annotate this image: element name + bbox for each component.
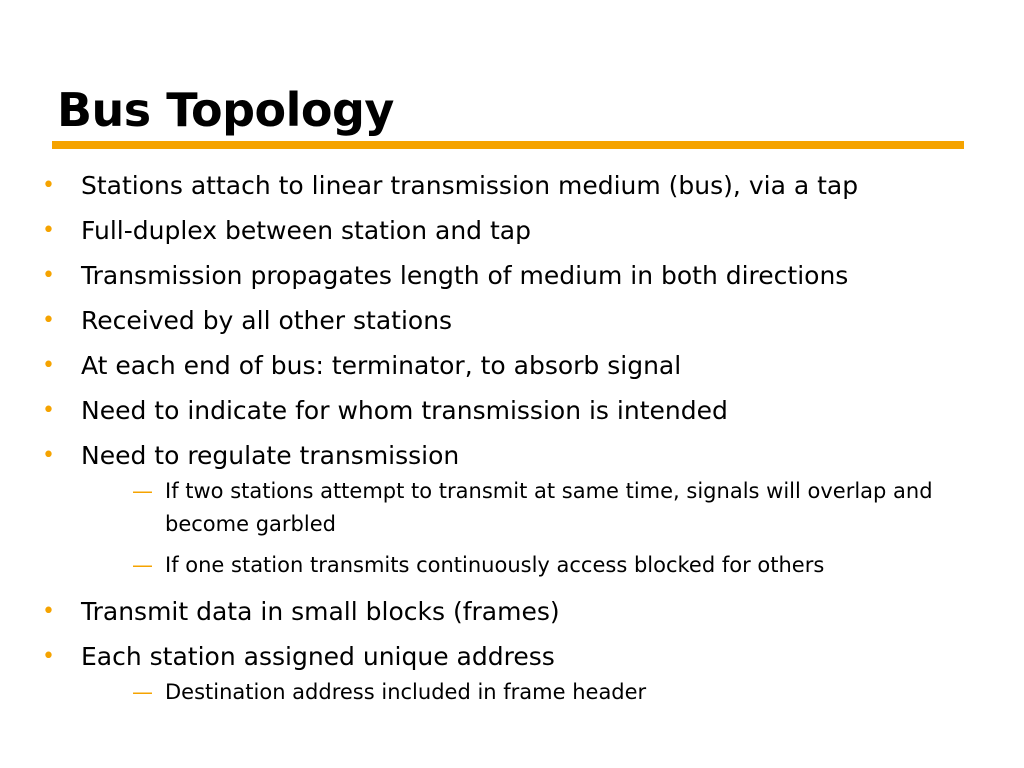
dash-icon: —	[132, 479, 153, 503]
bullet-item	[42, 642, 1002, 709]
dash-icon: —	[132, 553, 153, 577]
bullet-icon: •	[42, 173, 55, 198]
bullet-icon: •	[42, 443, 55, 468]
sub-bullet-item	[132, 549, 975, 582]
bullet-icon: •	[42, 398, 55, 423]
title-underline	[52, 141, 964, 149]
dash-icon: —	[132, 680, 153, 704]
bullet-icon: •	[42, 353, 55, 378]
bullet-text: Received by all other stations	[81, 306, 453, 335]
sub-bullet-list	[81, 676, 1002, 709]
sub-bullet-item	[132, 676, 975, 709]
sub-bullet-text: If one station transmits continuously access blocked for others	[165, 553, 825, 577]
bullet-text: Full-duplex between station and tap	[81, 216, 531, 245]
bullet-item	[42, 171, 1002, 201]
bullet-icon: •	[42, 644, 55, 669]
bullet-text: Need to regulate transmission	[81, 441, 460, 470]
bullet-item	[42, 306, 1002, 336]
bullet-item	[42, 351, 1002, 381]
bullet-item	[42, 261, 1002, 291]
bullet-icon: •	[42, 218, 55, 243]
bullet-icon: •	[42, 263, 55, 288]
bullet-icon: •	[42, 599, 55, 624]
sub-bullet-text: Destination address included in frame header	[165, 680, 647, 704]
slide-title: Bus Topology	[57, 83, 394, 137]
bullet-item	[42, 216, 1002, 246]
bullet-text: Transmit data in small blocks (frames)	[81, 597, 560, 626]
bullet-text: Stations attach to linear transmission medium (bus), via a tap	[81, 171, 859, 200]
sub-bullet-list	[81, 475, 1002, 582]
bullet-text: At each end of bus: terminator, to absorb signal	[81, 351, 682, 380]
bullet-item	[42, 396, 1002, 426]
bullet-icon: •	[42, 308, 55, 333]
sub-bullet-item	[132, 475, 975, 541]
bullet-text: Each station assigned unique address	[81, 642, 555, 671]
bullet-text: Transmission propagates length of medium in both directions	[81, 261, 849, 290]
bullet-item	[42, 597, 1002, 627]
sub-bullet-text: If two stations attempt to transmit at same time, signals will overlap and become garbled	[165, 479, 933, 536]
bullet-text: Need to indicate for whom transmission is intended	[81, 396, 728, 425]
bullet-list	[42, 171, 1002, 724]
bullet-item	[42, 441, 1002, 582]
